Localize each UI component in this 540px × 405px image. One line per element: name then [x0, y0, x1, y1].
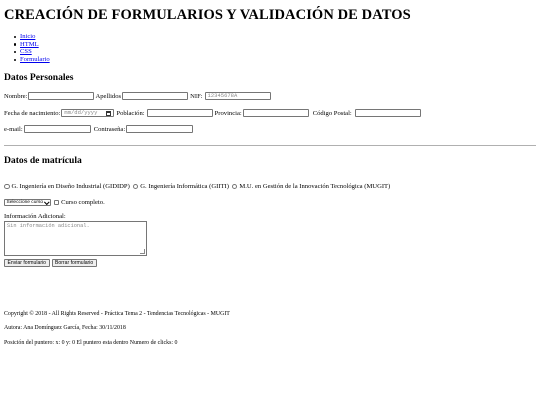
radio-giiti[interactable] [133, 184, 139, 190]
provincia-input[interactable] [243, 109, 309, 117]
course-select-value: Seleccione curso [6, 200, 44, 205]
full-course-checkbox[interactable] [54, 200, 60, 206]
info-placeholder: Sin información adicional. [7, 223, 90, 229]
radio-gididp[interactable] [4, 184, 10, 190]
fecha-label: Fecha de nacimiento: [4, 109, 61, 117]
form-buttons [4, 259, 99, 267]
password-field[interactable] [126, 125, 193, 133]
nav-item-inicio [20, 33, 50, 41]
poblacion-label: Población: [116, 109, 145, 117]
nav-list [20, 33, 50, 63]
nif-label: NIF: [190, 92, 203, 100]
info-label: Información Adicional: [4, 213, 66, 220]
nav-link-css[interactable]: CSS [20, 48, 32, 56]
submit-button[interactable]: Enviar formulario [4, 259, 50, 267]
radio-gididp-label: G. Ingeniería en Diseño Industrial (GIDIDP) [11, 183, 130, 190]
fecha-placeholder: mm/dd/yyyy [64, 109, 98, 116]
info-textarea[interactable] [4, 221, 147, 256]
chevron-down-icon [44, 199, 49, 204]
nav-item-css [20, 48, 50, 56]
nombre-label: Nombre: [4, 92, 28, 100]
row-account [4, 125, 193, 133]
nav-item-html [20, 41, 50, 49]
email-label: e-mail: [4, 125, 23, 133]
reset-button[interactable]: Borrar formulario [52, 259, 97, 267]
email-field[interactable] [24, 125, 91, 133]
radio-mugit-label: M.U. en Gestión de la Innovación Tecnológica (MUGIT) [239, 183, 391, 190]
poblacion-input[interactable] [147, 109, 213, 117]
section-heading-personal: Datos Personales [4, 72, 74, 83]
nav-link-html[interactable]: HTML [20, 40, 39, 48]
footer-author: Autora: Ana Domínguez García, Fecha: 30/11/2018 [4, 325, 126, 331]
full-course-label: Curso completo. [61, 199, 105, 206]
nav-link-inicio[interactable]: Inicio [20, 33, 36, 40]
row-course [4, 199, 105, 206]
section-heading-matricula: Datos de matrícula [4, 155, 82, 166]
row-degree [4, 183, 390, 190]
nif-input[interactable]: 12345678A [205, 92, 271, 100]
provincia-label: Provincia: [214, 109, 242, 117]
nav-item-formulario [20, 56, 50, 64]
pointer-status: Posición del puntero: x: 0 y: 0 El puntero esta dentro Numero de clicks: 0 [4, 340, 178, 346]
page-title: CREACIÓN DE FORMULARIOS Y VALIDACIÓN DE DATOS [4, 7, 411, 23]
cp-input[interactable] [355, 109, 421, 117]
calendar-icon[interactable] [106, 111, 111, 116]
apellidos-input[interactable] [122, 92, 188, 100]
password-label: Contraseña: [93, 125, 126, 133]
apellidos-label: Apellidos [95, 92, 122, 100]
section-divider [4, 145, 536, 146]
footer-copyright: Copyright © 2018 - All Rights Reserved - Práctica Tema 2 - Tendencias Tecnológicas - MUGIT [4, 311, 230, 317]
nav-link-formulario[interactable]: Formulario [20, 55, 50, 63]
row-name [4, 92, 271, 100]
fecha-input[interactable] [61, 109, 114, 117]
radio-mugit[interactable] [232, 184, 238, 190]
radio-giiti-label: G. Ingeniería Informática (GIITI) [140, 183, 229, 190]
course-select[interactable] [4, 199, 51, 206]
resize-grip-icon[interactable] [140, 249, 145, 254]
cp-label: Código Postal: [312, 109, 352, 117]
row-birth [4, 109, 421, 117]
nombre-input[interactable] [28, 92, 94, 100]
